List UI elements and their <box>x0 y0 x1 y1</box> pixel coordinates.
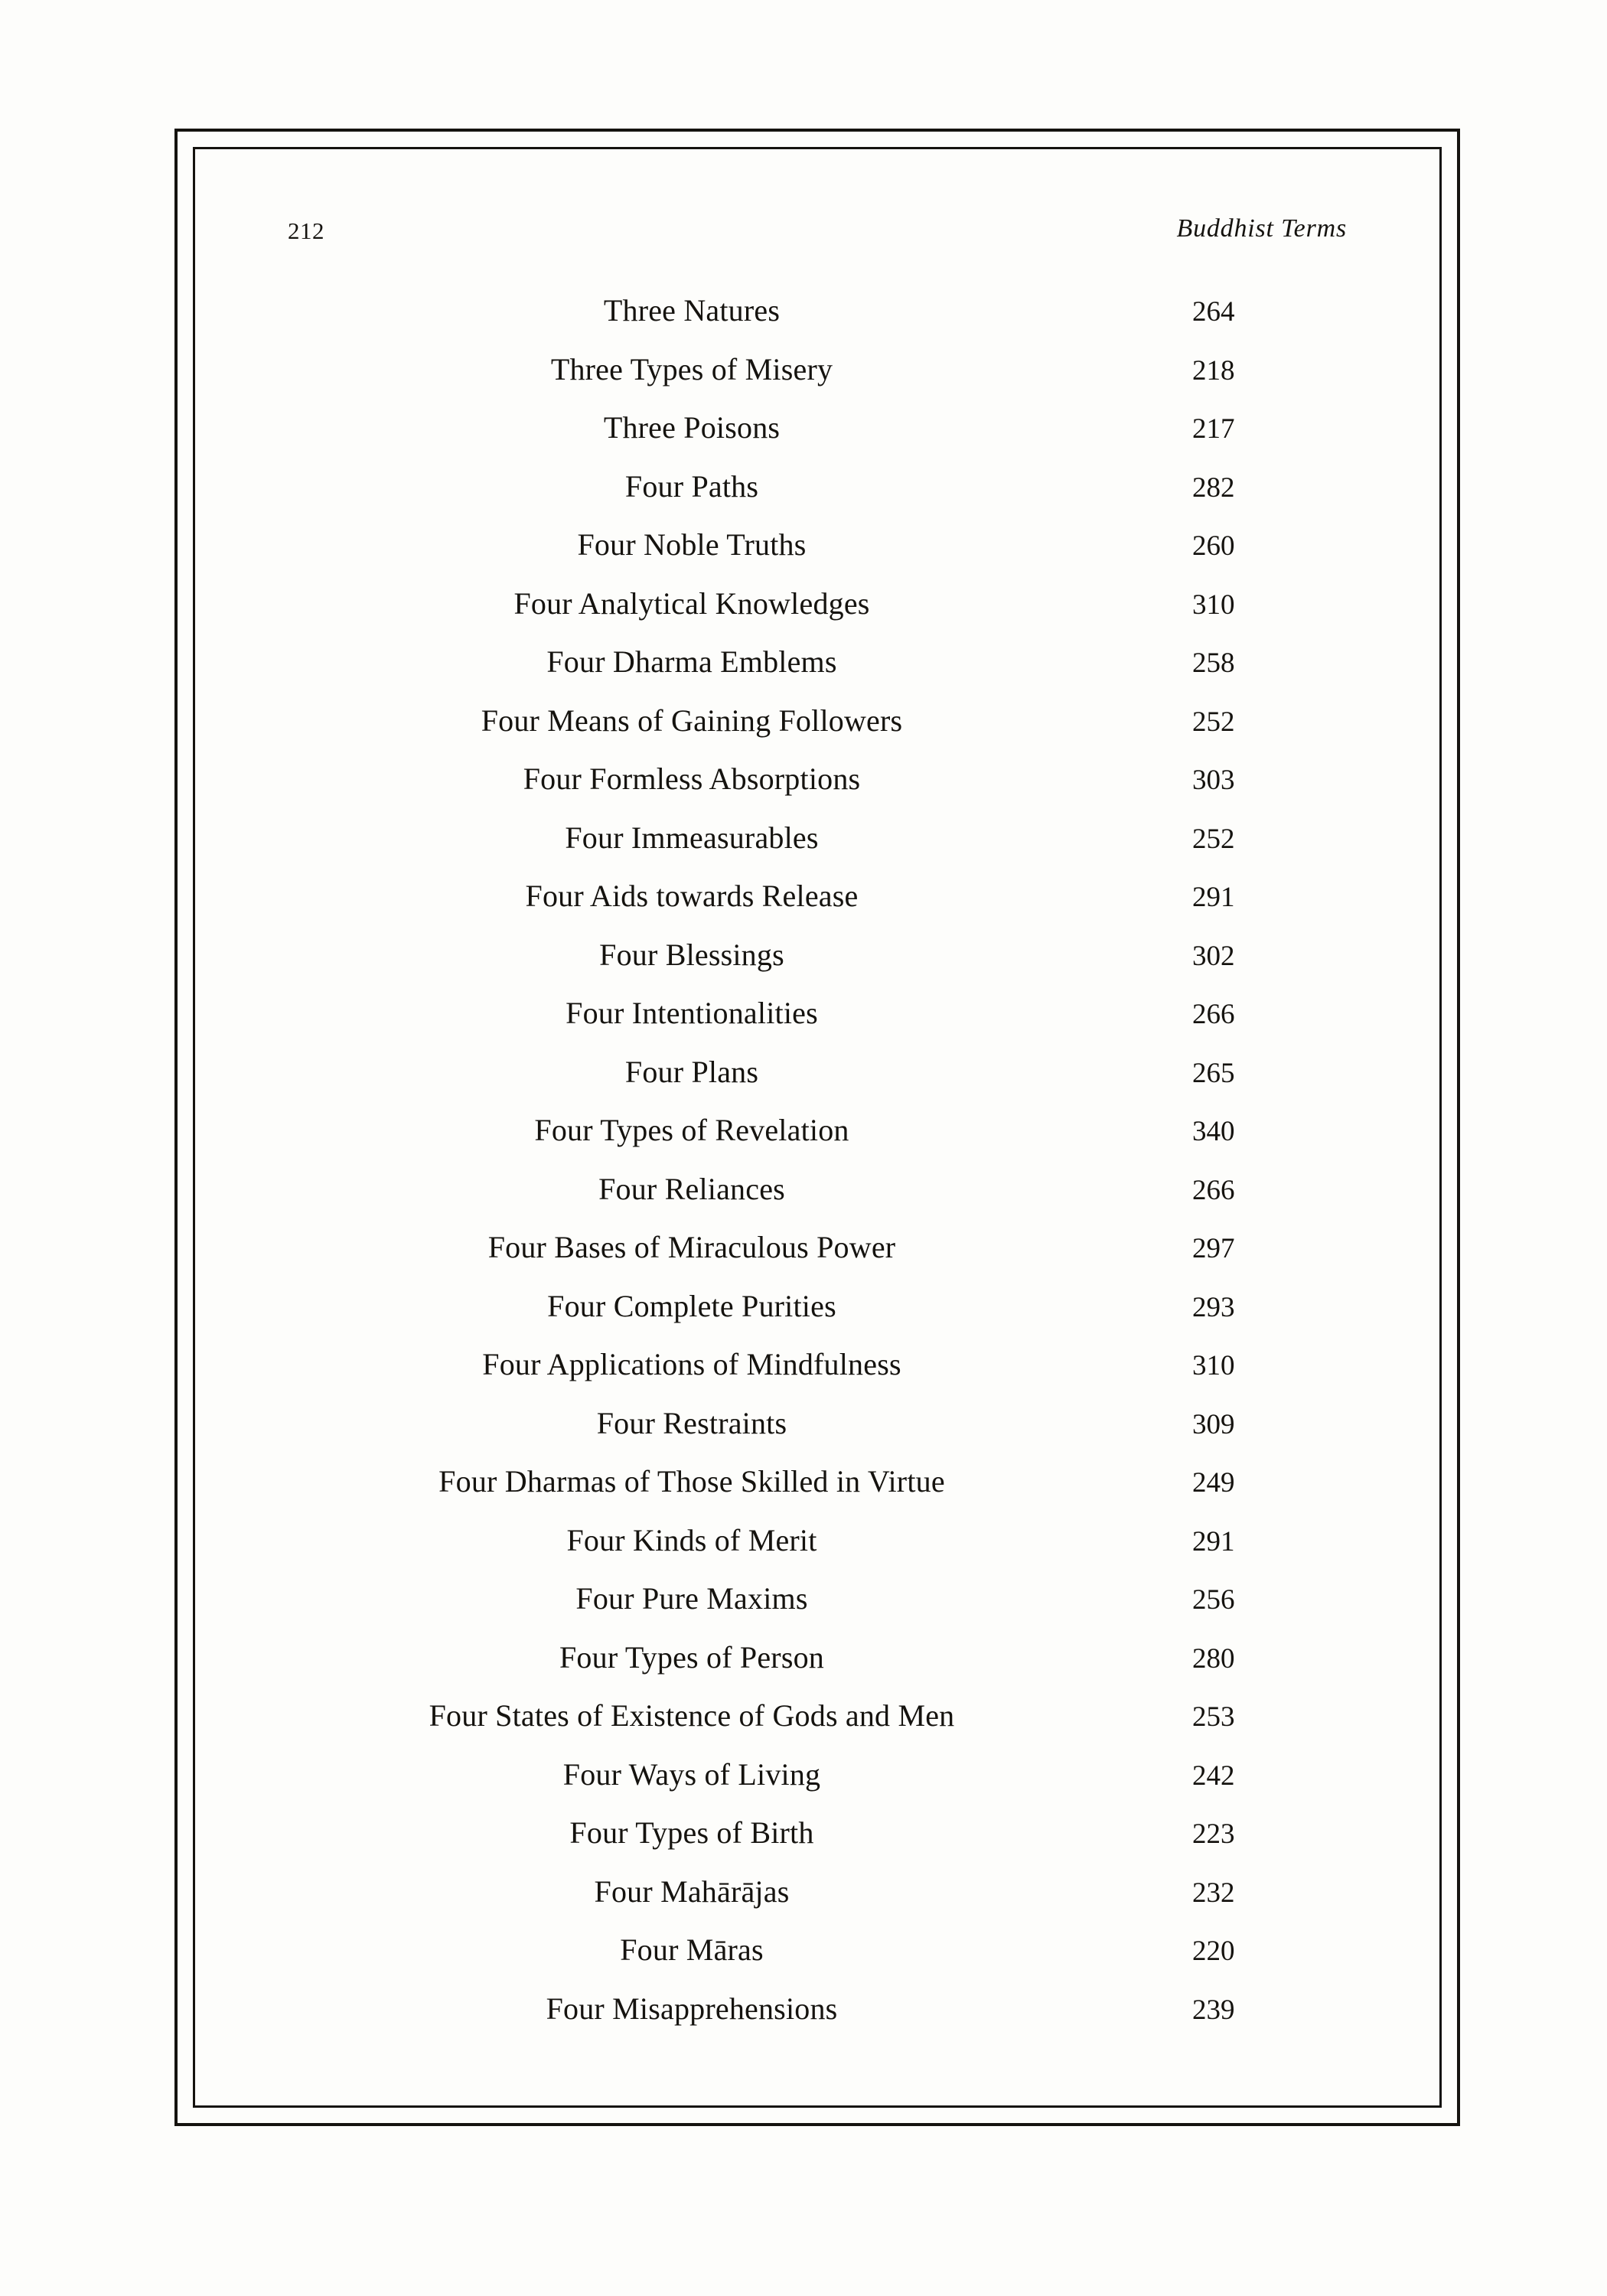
index-entry-row <box>285 584 1350 643</box>
index-entry-label: Four Paths <box>624 468 759 504</box>
index-entry-label: Four Dharma Emblems <box>546 644 837 679</box>
index-entry-row <box>285 1579 1350 1638</box>
index-entry-row <box>285 1521 1350 1580</box>
index-entry-page-number: 258 <box>1192 647 1235 679</box>
index-entry-label: Three Types of Misery <box>550 351 833 386</box>
index-entry-page-number: 252 <box>1192 823 1235 855</box>
index-entry-page-number: 217 <box>1192 413 1235 445</box>
index-entry-page-number: 253 <box>1192 1701 1235 1733</box>
index-entry-label: Four Bases of Miraculous Power <box>487 1230 896 1264</box>
index-entry-label: Four Types of Person <box>559 1639 824 1675</box>
index-entry-row <box>285 1228 1350 1287</box>
index-entry-label: Four Dharmas of Those Skilled in Virtue <box>438 1464 945 1499</box>
index-entry-label: Four Means of Gaining Followers <box>481 703 903 738</box>
index-entry-label: Four Applications of Mindfulness <box>482 1347 901 1381</box>
index-entry-row <box>285 935 1350 994</box>
index-entry-page-number: 293 <box>1192 1291 1235 1323</box>
index-entry-page-number: 310 <box>1192 589 1235 621</box>
index-entry-label: Three Poisons <box>603 410 781 445</box>
index-entry-row <box>285 1052 1350 1111</box>
index-entry-row <box>285 1404 1350 1463</box>
index-entry-row <box>285 1287 1350 1345</box>
index-entry-page-number: 242 <box>1192 1760 1235 1792</box>
index-entry-label: Four Noble Truths <box>577 527 807 562</box>
page-content <box>193 147 1442 2108</box>
index-entry-page-number: 282 <box>1192 471 1235 504</box>
index-entry-page-number: 232 <box>1192 1877 1235 1909</box>
index-entry-label: Four Immeasurables <box>565 820 819 855</box>
index-entry-label: Four Intentionalities <box>566 996 818 1030</box>
index-entry-page-number: 220 <box>1192 1936 1235 1967</box>
index-entry-page-number: 291 <box>1192 1525 1235 1557</box>
index-entry-label: Four Māras <box>620 1932 764 1967</box>
index-entry-row <box>285 993 1350 1052</box>
index-entry-label: Four Ways of Living <box>562 1756 821 1792</box>
index-entry-page-number: 239 <box>1192 1994 1235 2026</box>
index-entry-row <box>285 1169 1350 1228</box>
index-entry-label: Four Blessings <box>599 937 784 972</box>
index-entry-label: Four Misapprehensions <box>546 1991 838 2026</box>
index-entry-page-number: 249 <box>1192 1467 1235 1499</box>
index-entry-row <box>285 701 1350 760</box>
index-entry-label: Four Types of Birth <box>569 1815 814 1850</box>
index-entry-label: Four Pure Maxims <box>575 1581 808 1616</box>
index-entry-page-number: 265 <box>1192 1057 1235 1089</box>
index-entry-page-number: 223 <box>1192 1818 1235 1850</box>
index-entry-row <box>285 467 1350 526</box>
running-head <box>193 214 1442 254</box>
index-entry-label: Four Analytical Knowledges <box>513 585 870 621</box>
running-head-title: Buddhist Terms <box>1176 214 1347 243</box>
index-entry-row <box>285 1696 1350 1755</box>
index-entry-page-number: 340 <box>1192 1116 1235 1147</box>
index-entry-row <box>285 642 1350 701</box>
index-entry-page-number: 310 <box>1192 1350 1235 1381</box>
index-entry-row <box>285 1930 1350 1989</box>
index-entry-row <box>285 1872 1350 1931</box>
index-entry-page-number: 309 <box>1192 1408 1235 1440</box>
page-number: 212 <box>288 217 324 244</box>
index-entry-label: Four Reliances <box>598 1171 785 1206</box>
index-entry-page-number: 291 <box>1192 882 1235 913</box>
index-entry-row <box>285 1989 1350 2048</box>
index-entry-page-number: 297 <box>1192 1233 1235 1264</box>
index-entry-page-number: 256 <box>1192 1584 1235 1616</box>
index-entry-row <box>285 1638 1350 1697</box>
index-entry-label: Four Types of Revelation <box>534 1113 849 1147</box>
index-entry-label: Three Natures <box>603 293 781 328</box>
index-entry-page-number: 303 <box>1192 765 1235 796</box>
index-entry-label: Four Mahārājas <box>594 1874 790 1909</box>
index-entry-label: Four Restraints <box>596 1405 787 1440</box>
index-entry-label: Four Complete Purities <box>547 1288 836 1323</box>
index-entry-row <box>285 759 1350 818</box>
index-entry-label: Four Plans <box>624 1054 759 1089</box>
index-entry-page-number: 302 <box>1192 940 1235 972</box>
index-entry-label: Four States of Existence of Gods and Men <box>429 1698 955 1733</box>
index-entry-page-number: 266 <box>1192 1174 1235 1206</box>
index-entry-list <box>285 291 1350 2047</box>
index-entry-label: Four Formless Absorptions <box>523 762 861 796</box>
index-entry-row <box>285 350 1350 409</box>
index-entry-page-number: 264 <box>1192 296 1235 328</box>
index-entry-row <box>285 1462 1350 1521</box>
index-entry-row <box>285 408 1350 467</box>
index-entry-row <box>285 876 1350 935</box>
index-entry-row <box>285 1755 1350 1814</box>
index-entry-page-number: 218 <box>1192 354 1235 386</box>
index-entry-page-number: 266 <box>1192 999 1235 1030</box>
index-entry-row <box>285 818 1350 877</box>
index-entry-row <box>285 291 1350 350</box>
index-entry-label: Four Kinds of Merit <box>566 1522 817 1557</box>
index-entry-row <box>285 1110 1350 1169</box>
index-entry-row <box>285 525 1350 584</box>
index-entry-page-number: 252 <box>1192 706 1235 738</box>
index-entry-page-number: 260 <box>1192 530 1235 562</box>
index-entry-label: Four Aids towards Release <box>525 879 859 913</box>
index-entry-page-number: 280 <box>1192 1642 1235 1675</box>
index-entry-row <box>285 1345 1350 1404</box>
index-entry-row <box>285 1813 1350 1872</box>
